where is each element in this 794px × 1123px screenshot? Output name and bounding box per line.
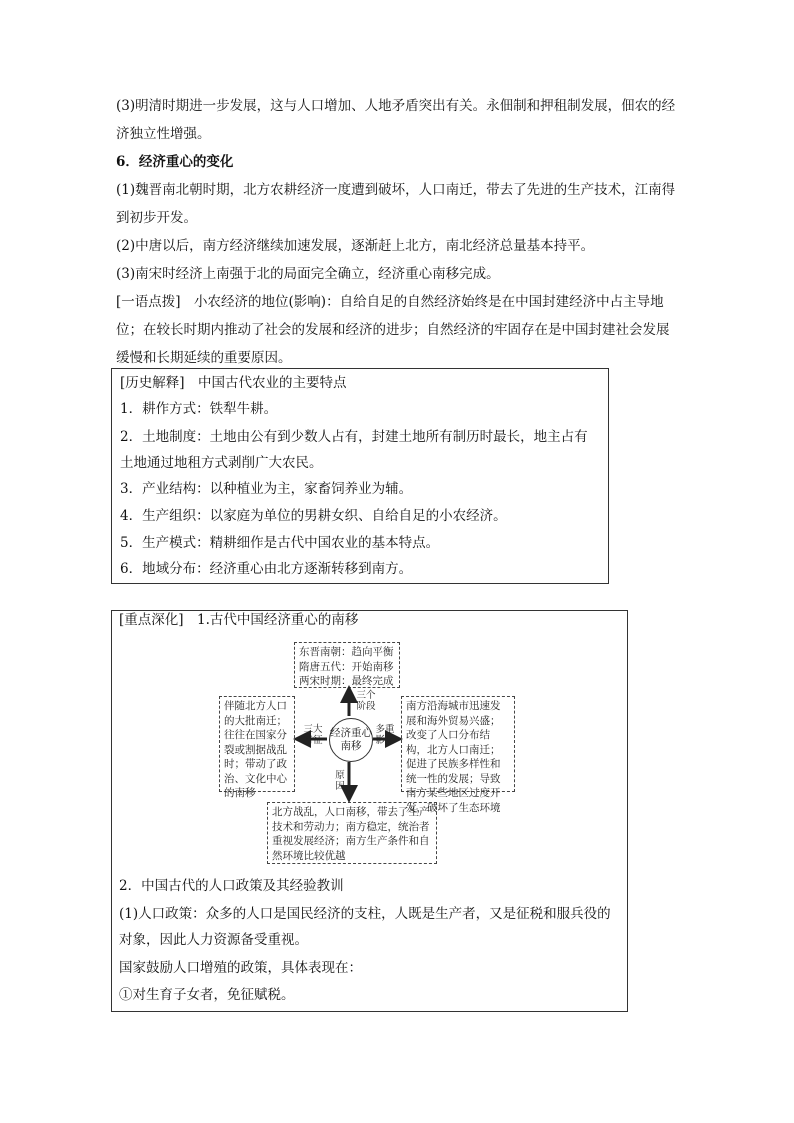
- paragraph-weijin: (1)魏晋南北朝时期，北方农耕经济一度遭到破坏，人口南迁，带去了先进的生产技术，江南得到初步开发。: [116, 182, 676, 226]
- box1-item: 2．土地制度：土地由公有到少数人占有，封建土地所有制历时最长，地主占有: [120, 429, 588, 445]
- paragraph-zhongtang: (2)中唐以后，南方经济继续加速发展，逐渐赶上北方，南北经济总量基本持平。: [116, 238, 595, 254]
- box1-item: 5．生产模式：精耕细作是古代中国农业的基本特点。: [120, 535, 440, 551]
- box1-item: 3．产业结构：以种植业为主，家畜饲养业为辅。: [120, 481, 413, 497]
- box1-item: 4．生产组织：以家庭为单位的男耕女织、自给自足的小农经济。: [120, 508, 507, 524]
- diagram-stages-box: 东晋南朝：趋向平衡 隋唐五代：开始南移 两宋时期：最终完成: [294, 642, 400, 688]
- box2-line: 国家鼓励人口增殖的政策，具体表现在：: [119, 960, 362, 976]
- label-three-features: 三大 特征: [303, 724, 323, 746]
- diagram-features-box: 伴随北方人口的大批南迁；往往在国家分裂或割据战乱时；带动了政治、文化中心的南移: [219, 696, 295, 792]
- diagram-impacts-box: 南方沿海城市迅速发展和海外贸易兴盛；改变了人口分布结构，北方人口南迁；促进了民族多样性和统一性的发展；导致南方某些地区过度开发，破坏了生态环境: [401, 696, 515, 792]
- section-heading-6: 6．经济重心的变化: [116, 154, 234, 170]
- box2-line: (1)人口政策：众多的人口是国民经济的支柱，人既是生产者，又是征税和服兵役的: [119, 906, 611, 922]
- box1-item: 土地通过地租方式剥削广大农民。: [120, 455, 323, 471]
- box1-item: 1．耕作方式：铁犁牛耕。: [120, 401, 278, 417]
- diagram-center-label: 经济重心南移: [330, 727, 372, 752]
- label-causes: 原 因: [335, 770, 345, 792]
- box1-item: 6．地域分布：经济重心由北方逐渐转移到南方。: [120, 561, 413, 577]
- box2-heading: [重点深化] 1.古代中国经济重心的南移: [119, 612, 359, 628]
- box2-line: ①对生育子女者，免征赋税。: [119, 987, 295, 1003]
- box1-heading: [历史解释] 中国古代农业的主要特点: [120, 375, 347, 391]
- paragraph-ming-qing: (3)明清时期进一步发展，这与人口增加、人地矛盾突出有关。永佃制和押租制发展，佃农的经济独立性增强。: [116, 98, 676, 142]
- label-multiple-impacts: 多重 影响: [375, 724, 395, 746]
- label-three-stages: 三个 阶段: [356, 690, 376, 712]
- diagram-causes-box: 北方战乱，人口南移，带去了生产技术和劳动力；南方稳定，统治者重视发展经济；南方生产条件和自然环境比较优越: [267, 802, 437, 864]
- box2-subheading-2: 2．中国古代的人口政策及其经验教训: [119, 878, 344, 894]
- tip-paragraph: [一语点拨] 小农经济的地位(影响)：自给自足的自然经济始终是在中国封建经济中占主导地位；在较长时期内推动了社会的发展和经济的进步；自然经济的牢固存在是中国封建社会发展缓慢和长期延续的重要原因。: [116, 294, 670, 366]
- paragraph-nansong: (3)南宋时经济上南强于北的局面完全确立，经济重心南移完成。: [116, 266, 500, 282]
- box2-line: 对象，因此人力资源备受重视。: [119, 932, 308, 948]
